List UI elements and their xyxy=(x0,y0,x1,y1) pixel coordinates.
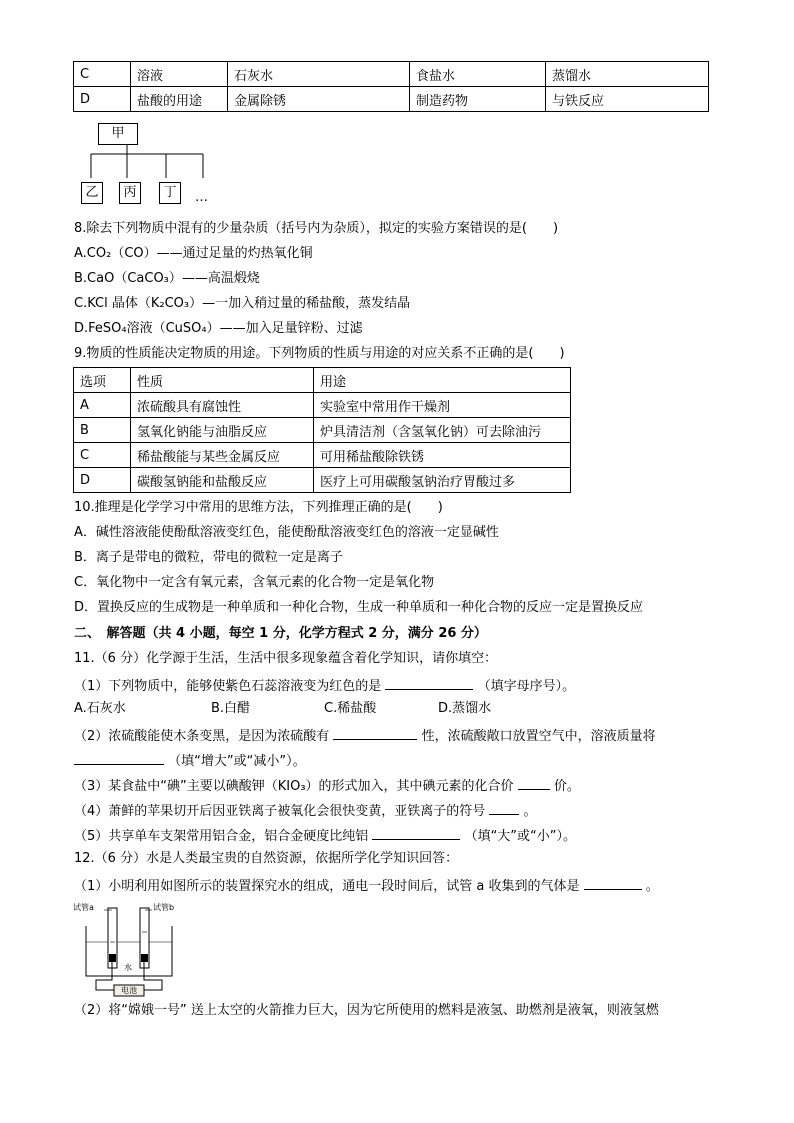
table-row xyxy=(74,468,571,493)
table-cell: 实验室中常用作干燥剂 xyxy=(314,393,571,418)
q11-part3-unit: 价。 xyxy=(553,779,580,794)
q7-table xyxy=(73,61,709,112)
q11-part4-end: 。 xyxy=(523,804,537,819)
tube-b-label: 试管b xyxy=(153,903,175,912)
q12-part2: （2）将“嫦娥一号” 送上太空的火箭推力巨大，因为它所使用的燃料是液氢、助燃剂是液氧，则液氢燃 xyxy=(74,1003,659,1018)
q9-table xyxy=(73,367,571,493)
table-row xyxy=(74,62,709,87)
q8-option-a: A.CO₂（CO）——通过足量的灼热氧化铜 xyxy=(74,246,313,261)
table-cell: 盐酸的用途 xyxy=(131,87,228,112)
tube-a-label: 试管a xyxy=(73,903,94,912)
q12-stem: 12.（6 分）水是人类最宝贵的自然资源，依据所学化学知识回答： xyxy=(74,851,459,866)
table-cell: 制造药物 xyxy=(410,87,546,112)
table-cell: 蒸馏水 xyxy=(546,62,709,87)
q11-option-b: B.白醋 xyxy=(211,701,251,716)
q10-option-c: C．氧化物中一定含有氧元素，含氧元素的化合物一定是氧化物 xyxy=(74,575,435,590)
tree-child-1: 乙 xyxy=(81,182,103,204)
q11-part4-text: （4）萧鲜的苹果切开后因亚铁离子被氧化会很快变黄，亚铁离子的符号 xyxy=(74,804,486,819)
electrolysis-figure xyxy=(72,902,188,998)
q10-option-d: D．置换反应的生成物是一种单质和一种化合物，生成一种单质和一种化合物的反应一定是置换反应 xyxy=(74,600,644,615)
q11-part5-text: （5）共享单车支架常用铝合金，铝合金硬度比纯铝 xyxy=(74,829,369,844)
q12-part1 xyxy=(74,876,659,895)
table-cell: 金属除锈 xyxy=(228,87,410,112)
q10-stem: 10.推理是化学学习中常用的思维方法，下列推理正确的是( ) xyxy=(74,500,443,515)
table-cell: 稀盐酸能与某些金属反应 xyxy=(131,443,314,468)
q11-part3 xyxy=(74,776,580,795)
q8-stem: 8.除去下列物质中混有的少量杂质（括号内为杂质），拟定的实验方案错误的是( ) xyxy=(74,221,559,236)
table-header-cell: 用途 xyxy=(314,368,571,393)
table-row xyxy=(74,393,571,418)
table-cell: 石灰水 xyxy=(228,62,410,87)
table-cell: 医疗上可用碳酸氢钠治疗胃酸过多 xyxy=(314,468,571,493)
battery-label: 电池 xyxy=(121,986,137,995)
table-row xyxy=(74,87,709,112)
q11-part1-hint: （填字母序号）。 xyxy=(477,679,576,694)
q11-part2-cont xyxy=(74,751,306,770)
q11-part2-text-2: 性，浓硫酸敞口放置空气中，溶液质量将 xyxy=(421,729,656,744)
q10-option-a: A．碱性溶液能使酚酞溶液变红色，能使酚酞溶液变红色的溶液一定显碱性 xyxy=(74,525,499,540)
q11-part3-text: （3）某食盐中“碘”主要以碘酸钾（KIO₃）的形式加入，其中碘元素的化合价 xyxy=(74,779,514,794)
q11-part5-hint: （填“大”或“小”）。 xyxy=(464,829,577,844)
table-header-row xyxy=(74,368,571,393)
table-cell: D xyxy=(74,87,131,112)
table-cell: 碳酸氢钠能和盐酸反应 xyxy=(131,468,314,493)
table-row xyxy=(74,443,571,468)
q11-part2-hint: （填“增大”或“减小”）。 xyxy=(168,754,306,769)
q10-option-b: B．离子是带电的微粒，带电的微粒一定是离子 xyxy=(74,550,343,565)
q11-part1 xyxy=(74,676,575,695)
q11-part4 xyxy=(74,801,537,820)
table-cell: C xyxy=(74,443,131,468)
table-cell: 可用稀盐酸除铁锈 xyxy=(314,443,571,468)
q11-part1-text: （1）下列物质中，能够使紫色石蕊溶液变为红色的是 xyxy=(74,679,382,694)
q11-part2 xyxy=(74,726,656,745)
table-header-cell: 选项 xyxy=(74,368,131,393)
q11-option-c: C.稀盐酸 xyxy=(324,701,377,716)
answer-blank[interactable] xyxy=(489,801,519,815)
table-header-cell: 性质 xyxy=(131,368,314,393)
section-heading: 二、 解答题（共 4 小题，每空 1 分，化学方程式 2 分，满分 26 分） xyxy=(74,626,487,641)
q11-part2-text: （2）浓硫酸能使木条变黑，是因为浓硫酸有 xyxy=(74,729,330,744)
water-label: 水 xyxy=(124,963,132,972)
table-row xyxy=(74,418,571,443)
tree-ellipsis: … xyxy=(195,190,208,205)
answer-blank[interactable] xyxy=(385,676,473,690)
table-cell: 炉具清洁剂（含氢氧化钠）可去除油污 xyxy=(314,418,571,443)
answer-blank[interactable] xyxy=(584,876,642,890)
q11-option-a: A.石灰水 xyxy=(74,701,126,716)
q11-stem: 11.（6 分）化学源于生活，生活中很多现象蕴含着化学知识，请你填空： xyxy=(74,651,498,666)
answer-blank[interactable] xyxy=(74,751,164,765)
q12-part1-text: （1）小明利用如图所示的装置探究水的组成，通电一段时间后，试管 a 收集到的气体是 xyxy=(74,879,580,894)
q8-option-b: B.CaO（CaCO₃）——高温煅烧 xyxy=(74,271,260,286)
table-cell: B xyxy=(74,418,131,443)
q11-part5 xyxy=(74,826,576,845)
table-cell: C xyxy=(74,62,131,87)
table-cell: 氢氧化钠能与油脂反应 xyxy=(131,418,314,443)
table-cell: D xyxy=(74,468,131,493)
q11-option-d: D.蒸馏水 xyxy=(438,701,492,716)
tree-root: 甲 xyxy=(98,123,138,145)
answer-blank[interactable] xyxy=(333,726,417,740)
table-cell: 溶液 xyxy=(131,62,228,87)
q12-part1-end: 。 xyxy=(645,879,659,894)
table-cell: 与铁反应 xyxy=(546,87,709,112)
q9-stem: 9.物质的性质能决定物质的用途。下列物质的性质与用途的对应关系不正确的是( ) xyxy=(74,346,565,361)
table-cell: 食盐水 xyxy=(410,62,546,87)
q8-option-d: D.FeSO₄溶液（CuSO₄）——加入足量锌粉、过滤 xyxy=(74,321,363,336)
table-cell: A xyxy=(74,393,131,418)
answer-blank[interactable] xyxy=(372,826,460,840)
table-cell: 浓硫酸具有腐蚀性 xyxy=(131,393,314,418)
answer-blank[interactable] xyxy=(518,776,550,790)
tree-child-3: 丁 xyxy=(159,182,181,204)
tree-child-2: 丙 xyxy=(119,182,141,204)
q8-option-c: C.KCl 晶体（K₂CO₃）—一加入稍过量的稀盐酸，蒸发结晶 xyxy=(74,296,411,311)
electrolysis-apparatus-icon xyxy=(72,902,188,998)
